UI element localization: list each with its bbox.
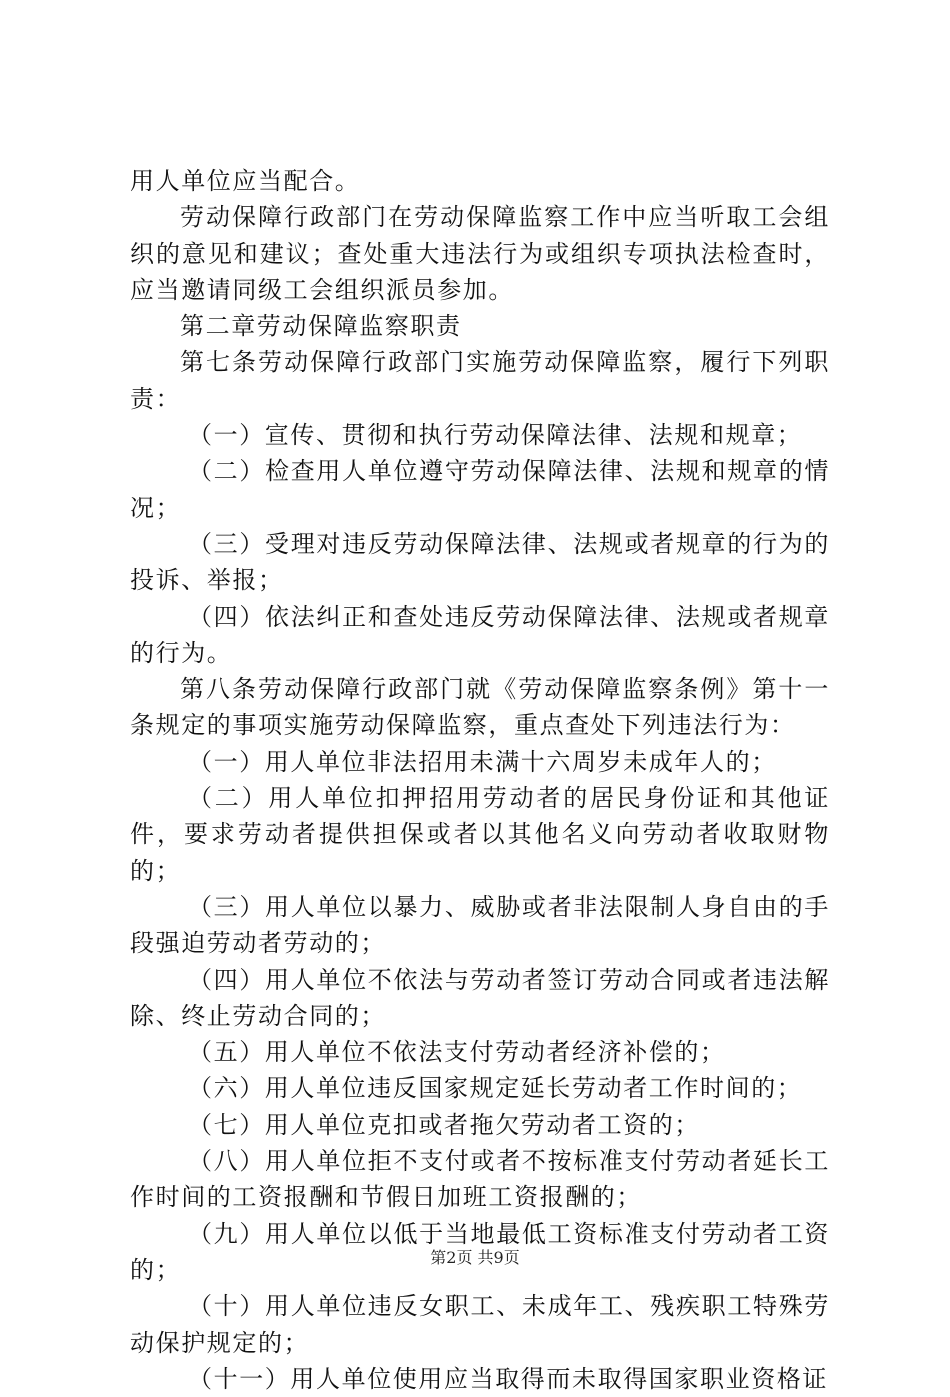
list-item: （三）受理对违反劳动保障法律、法规或者规章的行为的投诉、举报；: [130, 529, 830, 595]
chapter-heading: 第二章劳动保障监察职责: [180, 312, 462, 341]
page-footer: 第2页 共9页: [430, 1248, 520, 1267]
list-item: （九）用人单位以低于当地最低工资标准支付劳动者工资的；: [130, 1219, 830, 1284]
list-item: （七）用人单位克扣或者拖欠劳动者工资的；: [188, 1110, 700, 1139]
article-paragraph: 第八条劳动保障行政部门就《劳动保障监察条例》第十一条规定的事项实施劳动保障监察，重点查处下列违法行为：: [130, 675, 830, 740]
list-item: （三）用人单位以暴力、威胁或者非法限制人身自由的手段强迫劳动者劳动的；: [130, 892, 830, 958]
list-item: （二）用人单位扣押招用劳动者的居民身份证和其他证件，要求劳动者提供担保或者以其他名义向劳动者收取财物的；: [130, 784, 830, 885]
document-body: [130, 163, 830, 1397]
list-item: （十一）用人单位使用应当取得而未取得国家职业资格证: [188, 1364, 828, 1393]
list-item: （十）用人单位违反女职工、未成年工、残疾职工特殊劳动保护规定的；: [130, 1292, 830, 1357]
article-paragraph: 第七条劳动保障行政部门实施劳动保障监察，履行下列职责：: [130, 348, 830, 413]
list-item: （一）用人单位非法招用未满十六周岁未成年人的；: [188, 747, 777, 776]
list-item: （四）依法纠正和查处违反劳动保障法律、法规或者规章的行为。: [130, 602, 830, 667]
list-item: （一）宣传、贯彻和执行劳动保障法律、法规和规章；: [188, 421, 803, 450]
list-item: （二）检查用人单位遵守劳动保障法律、法规和规章的情况；: [130, 457, 830, 522]
paragraph: 用人单位应当配合。: [130, 167, 361, 195]
list-item: （五）用人单位不依法支付劳动者经济补偿的；: [188, 1038, 726, 1067]
paragraph: 劳动保障行政部门在劳动保障监察工作中应当听取工会组织的意见和建议；查处重大违法行为或组织专项执法检查时，应当邀请同级工会组织派员参加。: [130, 203, 830, 304]
list-item: （八）用人单位拒不支付或者不按标准支付劳动者延长工作时间的工资报酬和节假日加班工资报酬的；: [130, 1147, 830, 1212]
list-item: （四）用人单位不依法与劳动者签订劳动合同或者违法解除、终止劳动合同的；: [130, 965, 830, 1030]
list-item: （六）用人单位违反国家规定延长劳动者工作时间的；: [188, 1074, 803, 1103]
